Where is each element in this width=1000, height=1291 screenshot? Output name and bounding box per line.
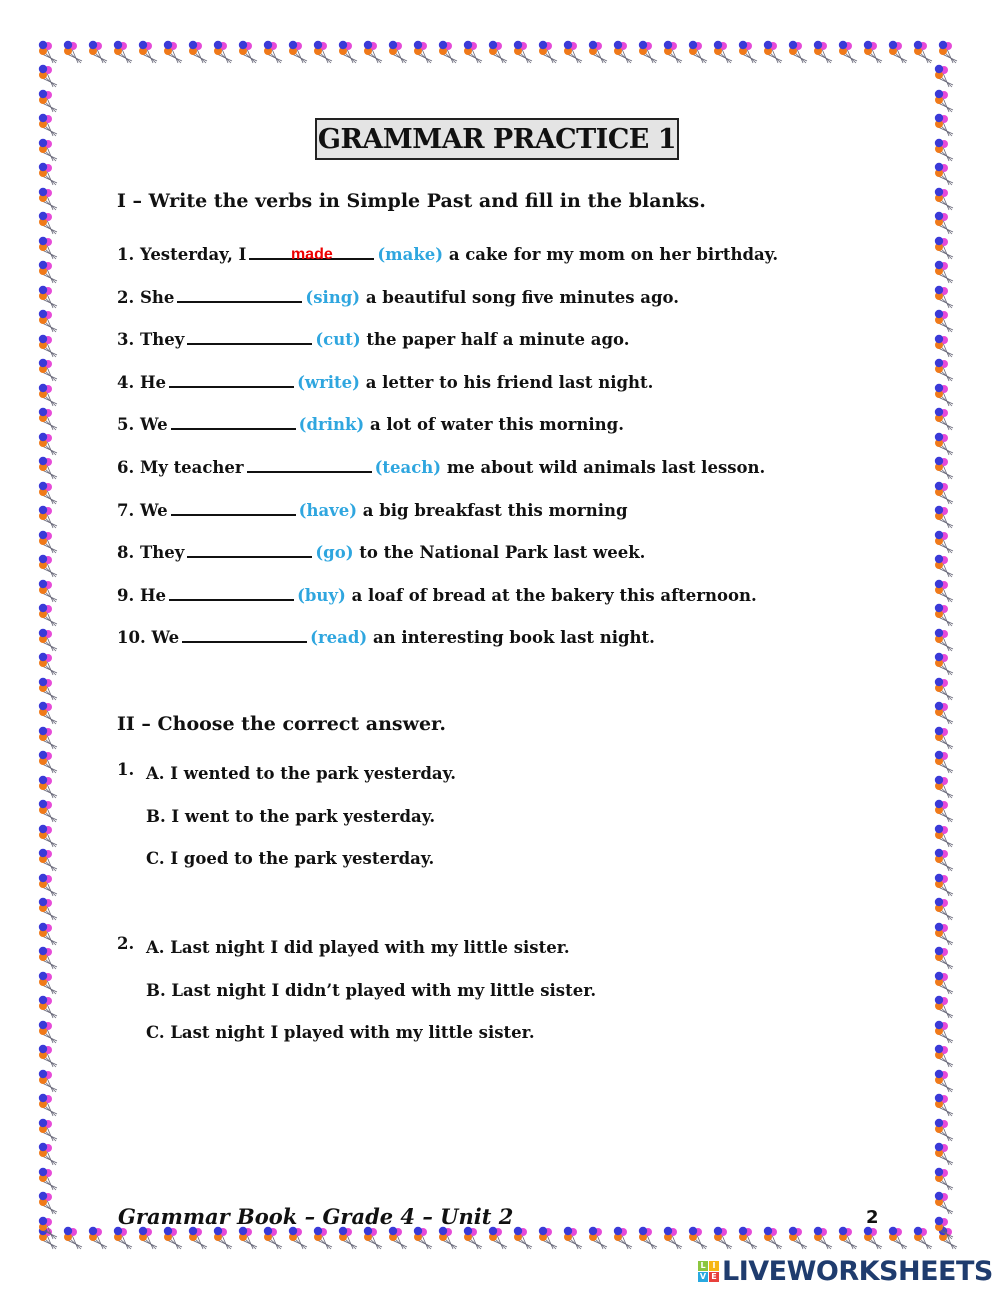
balloon-icon — [934, 1191, 956, 1215]
balloon-icon — [934, 1020, 956, 1044]
balloon-icon — [513, 40, 535, 64]
balloon-icon — [934, 530, 956, 554]
item-prefix: 5. We — [117, 415, 168, 435]
exercise-item — [117, 542, 645, 562]
balloon-icon — [813, 1226, 835, 1250]
balloon-icon — [934, 750, 956, 774]
item-suffix: a loaf of bread at the bakery this afternoon. — [351, 585, 757, 605]
balloon-icon — [38, 922, 60, 946]
balloon-icon — [934, 1142, 956, 1166]
balloon-icon — [934, 799, 956, 823]
answer-blank[interactable] — [182, 627, 307, 643]
balloon-icon — [934, 383, 956, 407]
balloon-icon — [934, 873, 956, 897]
balloon-icon — [63, 40, 85, 64]
balloon-icon — [438, 1226, 460, 1250]
balloon-icon — [934, 946, 956, 970]
exercise-item — [117, 287, 679, 307]
answer-option[interactable]: C. Last night I played with my little sister. — [146, 1023, 535, 1042]
balloon-icon — [888, 1226, 910, 1250]
balloon-icon — [463, 40, 485, 64]
balloon-icon — [38, 726, 60, 750]
balloon-icon — [38, 383, 60, 407]
balloon-icon — [934, 1167, 956, 1191]
balloon-icon — [338, 40, 360, 64]
balloon-icon — [934, 260, 956, 284]
balloon-icon — [263, 1226, 285, 1250]
answer-blank[interactable] — [187, 329, 312, 345]
balloon-icon — [138, 40, 160, 64]
balloon-icon — [538, 1226, 560, 1250]
balloon-icon — [934, 64, 956, 88]
balloon-icon — [288, 40, 310, 64]
balloon-icon — [213, 40, 235, 64]
balloon-icon — [38, 750, 60, 774]
balloon-icon — [163, 1226, 185, 1250]
section1-heading: I – Write the verbs in Simple Past and fill in the blanks. — [117, 190, 706, 212]
verb-hint: (make) — [377, 245, 444, 264]
balloon-icon — [934, 113, 956, 137]
balloon-icon — [38, 946, 60, 970]
balloon-icon — [563, 1226, 585, 1250]
balloon-icon — [38, 799, 60, 823]
balloon-icon — [934, 603, 956, 627]
balloon-icon — [934, 922, 956, 946]
balloon-icon — [38, 824, 60, 848]
balloon-icon — [113, 40, 135, 64]
balloon-icon — [688, 40, 710, 64]
balloon-icon — [188, 1226, 210, 1250]
balloon-icon — [838, 1226, 860, 1250]
exercise-item — [117, 500, 628, 520]
balloon-icon — [638, 1226, 660, 1250]
balloon-icon — [38, 1118, 60, 1142]
exercise-item — [117, 585, 757, 605]
balloon-icon — [438, 40, 460, 64]
page-title: GRAMMAR PRACTICE 1 — [315, 118, 679, 160]
balloon-icon — [913, 40, 935, 64]
footer-text: Grammar Book – Grade 4 – Unit 2 — [118, 1204, 514, 1229]
balloon-icon — [38, 873, 60, 897]
balloon-icon — [363, 40, 385, 64]
balloon-icon — [238, 1226, 260, 1250]
question-number: 1. — [117, 760, 135, 779]
verb-hint: (cut) — [315, 330, 361, 350]
balloon-icon — [588, 1226, 610, 1250]
balloon-icon — [38, 285, 60, 309]
balloon-icon — [38, 309, 60, 333]
answer-option[interactable]: B. Last night I didn’t played with my little sister. — [146, 980, 597, 1000]
item-suffix: a letter to his friend last night. — [365, 372, 654, 392]
exercise-item — [117, 457, 765, 477]
balloon-icon — [63, 1226, 85, 1250]
balloon-icon — [38, 848, 60, 872]
balloon-icon — [38, 40, 60, 64]
answer-blank[interactable] — [187, 542, 312, 558]
balloon-icon — [888, 40, 910, 64]
balloon-icon — [38, 1093, 60, 1117]
balloon-icon — [38, 187, 60, 211]
question-number: 2. — [117, 934, 135, 953]
balloon-icon — [38, 1216, 60, 1240]
answer-blank[interactable] — [169, 585, 294, 601]
balloon-icon — [934, 579, 956, 603]
item-suffix: me about wild animals last lesson. — [446, 458, 766, 477]
balloon-icon — [588, 40, 610, 64]
balloon-icon — [934, 677, 956, 701]
balloon-icon — [38, 1191, 60, 1215]
item-prefix: 10. We — [117, 628, 180, 648]
item-prefix: 3. They — [117, 330, 185, 350]
balloon-icon — [934, 285, 956, 309]
balloon-icon — [38, 971, 60, 995]
balloon-icon — [738, 40, 760, 64]
balloon-icon — [738, 1226, 760, 1250]
balloon-icon — [934, 824, 956, 848]
balloon-icon — [163, 40, 185, 64]
answer-option[interactable]: A. I wented to the park yesterday. — [146, 764, 457, 783]
balloon-icon — [213, 1226, 235, 1250]
balloon-icon — [38, 89, 60, 113]
answer-text[interactable]: made — [290, 246, 333, 263]
item-prefix: 2. She — [117, 287, 175, 307]
answer-blank[interactable] — [249, 244, 374, 263]
balloon-icon — [934, 995, 956, 1019]
balloon-icon — [463, 1226, 485, 1250]
balloon-icon — [934, 628, 956, 652]
balloon-icon — [934, 334, 956, 358]
balloon-icon — [788, 1226, 810, 1250]
balloon-icon — [863, 40, 885, 64]
balloon-icon — [488, 40, 510, 64]
balloon-icon — [38, 603, 60, 627]
verb-hint: (teach) — [374, 458, 442, 477]
balloon-icon — [338, 1226, 360, 1250]
item-suffix: the paper half a minute ago. — [366, 330, 630, 350]
balloon-icon — [38, 1069, 60, 1093]
balloon-icon — [934, 432, 956, 456]
balloon-icon — [38, 162, 60, 186]
balloon-icon — [863, 1226, 885, 1250]
balloon-icon — [663, 1226, 685, 1250]
balloon-icon — [934, 1216, 956, 1240]
balloon-icon — [763, 40, 785, 64]
balloon-icon — [934, 775, 956, 799]
balloon-icon — [388, 1226, 410, 1250]
item-prefix: 9. He — [117, 585, 167, 605]
section2-heading: II – Choose the correct answer. — [117, 713, 446, 735]
balloon-icon — [934, 236, 956, 260]
balloon-icon — [38, 1044, 60, 1068]
verb-hint: (buy) — [297, 585, 346, 605]
balloon-icon — [713, 1226, 735, 1250]
item-prefix: 4. He — [117, 372, 167, 392]
verb-hint: (drink) — [298, 415, 365, 435]
balloon-icon — [363, 1226, 385, 1250]
balloon-icon — [38, 432, 60, 456]
balloon-icon — [688, 1226, 710, 1250]
balloon-icon — [38, 652, 60, 676]
balloon-icon — [388, 40, 410, 64]
balloon-icon — [813, 40, 835, 64]
balloon-icon — [38, 1167, 60, 1191]
balloon-icon — [663, 40, 685, 64]
balloon-icon — [38, 554, 60, 578]
balloon-icon — [38, 236, 60, 260]
exercise-item — [117, 372, 653, 392]
balloon-icon — [38, 530, 60, 554]
balloon-icon — [934, 505, 956, 529]
item-suffix: a cake for my mom on her birthday. — [448, 245, 779, 264]
page-number: 2 — [866, 1207, 879, 1228]
balloon-icon — [788, 40, 810, 64]
balloon-icon — [934, 187, 956, 211]
item-suffix: a big breakfast this morning — [362, 500, 628, 520]
balloon-icon — [934, 309, 956, 333]
answer-blank[interactable] — [169, 372, 294, 388]
verb-hint: (read) — [310, 628, 368, 648]
balloon-icon — [38, 775, 60, 799]
item-suffix: a beautiful song five minutes ago. — [365, 287, 679, 307]
exercise-item — [117, 414, 624, 434]
balloon-icon — [38, 211, 60, 235]
balloon-icon — [313, 40, 335, 64]
balloon-icon — [934, 1069, 956, 1093]
balloon-icon — [288, 1226, 310, 1250]
balloon-icon — [934, 897, 956, 921]
answer-option[interactable]: B. I went to the park yesterday. — [146, 806, 436, 826]
verb-hint: (write) — [297, 372, 360, 392]
balloon-icon — [38, 1020, 60, 1044]
balloon-icon — [934, 1118, 956, 1142]
item-prefix: 7. We — [117, 500, 168, 520]
balloon-icon — [38, 628, 60, 652]
balloon-icon — [238, 40, 260, 64]
item-prefix: 1. Yesterday, I — [117, 245, 247, 264]
exercise-item — [117, 329, 629, 349]
balloon-icon — [88, 1226, 110, 1250]
balloon-icon — [613, 40, 635, 64]
exercise-item — [117, 627, 655, 647]
verb-hint: (sing) — [305, 287, 361, 307]
balloon-icon — [934, 407, 956, 431]
balloon-icon — [934, 1044, 956, 1068]
item-suffix: a lot of water this morning. — [369, 415, 624, 435]
balloon-icon — [934, 726, 956, 750]
balloon-icon — [38, 456, 60, 480]
balloon-icon — [413, 1226, 435, 1250]
answer-blank[interactable] — [177, 287, 302, 303]
exercise-item — [117, 244, 778, 264]
balloon-icon — [38, 481, 60, 505]
balloon-icon — [188, 40, 210, 64]
balloon-icon — [113, 1226, 135, 1250]
balloon-icon — [413, 40, 435, 64]
balloon-icon — [38, 579, 60, 603]
balloon-icon — [38, 138, 60, 162]
balloon-icon — [934, 652, 956, 676]
answer-blank[interactable] — [247, 457, 372, 473]
balloon-icon — [913, 1226, 935, 1250]
verb-hint: (go) — [315, 543, 354, 563]
balloon-icon — [138, 1226, 160, 1250]
balloon-icon — [934, 481, 956, 505]
balloon-icon — [38, 677, 60, 701]
balloon-icon — [934, 554, 956, 578]
answer-blank[interactable] — [171, 500, 296, 516]
balloon-icon — [934, 89, 956, 113]
balloon-icon — [934, 358, 956, 382]
balloon-icon — [934, 138, 956, 162]
balloon-icon — [538, 40, 560, 64]
answer-option[interactable]: C. I goed to the park yesterday. — [146, 849, 435, 868]
balloon-icon — [38, 407, 60, 431]
balloon-icon — [488, 1226, 510, 1250]
balloon-icon — [934, 848, 956, 872]
balloon-icon — [38, 334, 60, 358]
balloon-icon — [934, 162, 956, 186]
balloon-icon — [934, 971, 956, 995]
balloon-icon — [313, 1226, 335, 1250]
balloon-icon — [38, 358, 60, 382]
balloon-icon — [934, 1093, 956, 1117]
balloon-icon — [934, 456, 956, 480]
balloon-icon — [38, 701, 60, 725]
item-suffix: to the National Park last week. — [359, 543, 646, 563]
liveworksheets-logo — [698, 1256, 993, 1287]
balloon-icon — [38, 64, 60, 88]
balloon-icon — [613, 1226, 635, 1250]
live-logo-icon: L I V E — [698, 1261, 719, 1282]
balloon-icon — [638, 40, 660, 64]
answer-option[interactable]: A. Last night I did played with my little sister. — [146, 938, 570, 957]
balloon-icon — [38, 505, 60, 529]
verb-hint: (have) — [298, 500, 358, 520]
balloon-icon — [263, 40, 285, 64]
logo-text: LIVEWORKSHEETS — [722, 1256, 993, 1287]
answer-blank[interactable] — [171, 414, 296, 430]
balloon-icon — [38, 897, 60, 921]
balloon-icon — [38, 113, 60, 137]
balloon-icon — [38, 995, 60, 1019]
balloon-icon — [513, 1226, 535, 1250]
balloon-icon — [88, 40, 110, 64]
balloon-icon — [938, 40, 960, 64]
item-suffix: an interesting book last night. — [372, 628, 655, 648]
balloon-icon — [934, 211, 956, 235]
balloon-icon — [563, 40, 585, 64]
balloon-icon — [38, 260, 60, 284]
balloon-icon — [763, 1226, 785, 1250]
balloon-icon — [713, 40, 735, 64]
balloon-icon — [838, 40, 860, 64]
item-prefix: 8. They — [117, 543, 185, 563]
balloon-icon — [38, 1142, 60, 1166]
balloon-icon — [934, 701, 956, 725]
item-prefix: 6. My teacher — [117, 458, 244, 477]
